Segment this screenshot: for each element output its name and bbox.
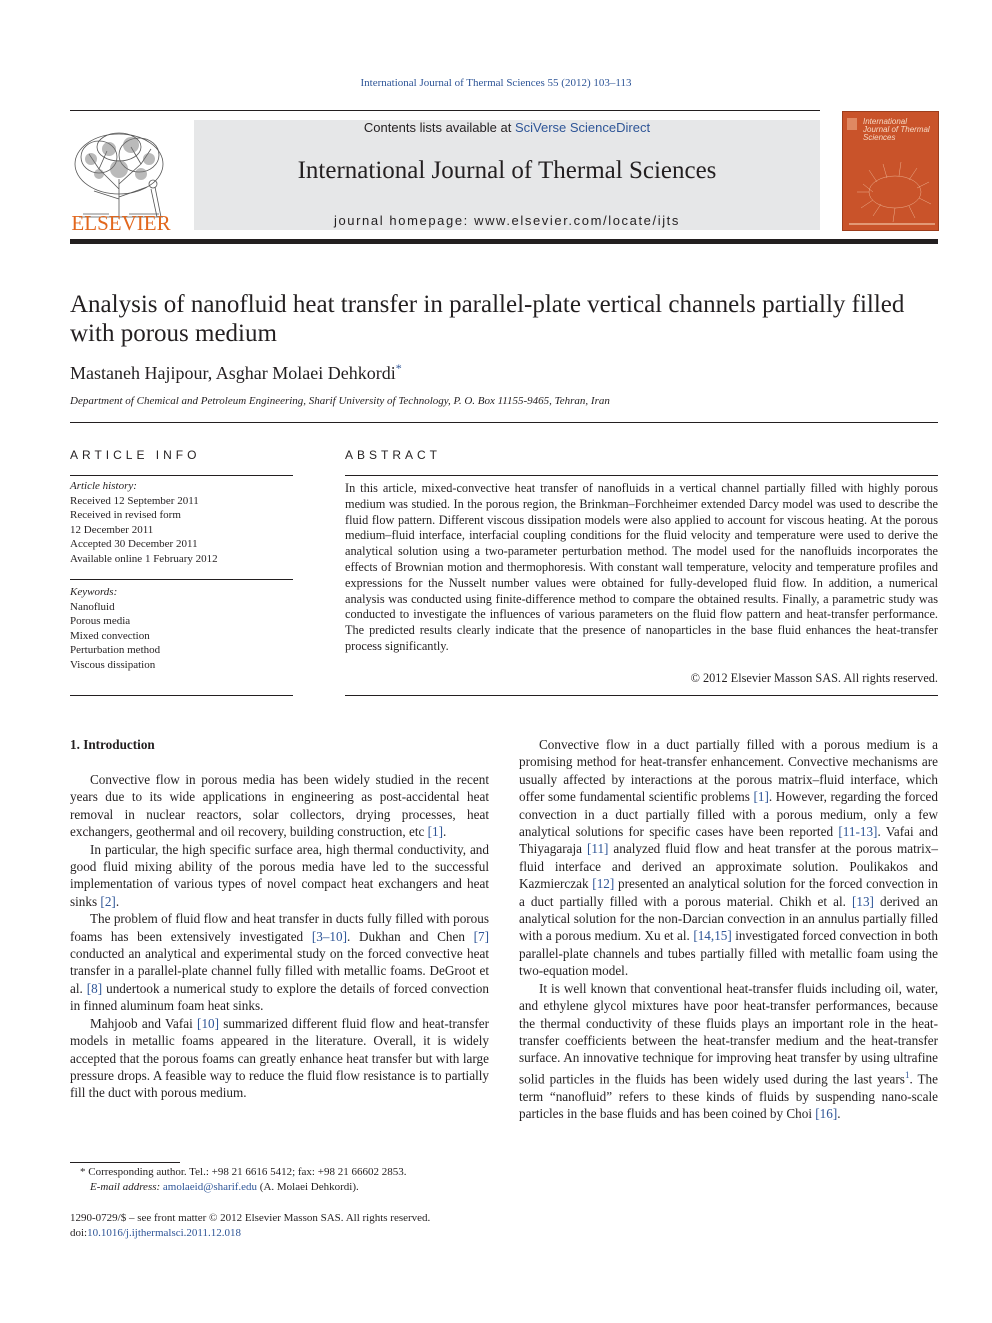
email-link[interactable]: amolaeid@sharif.edu [162, 1181, 258, 1193]
article-title: Analysis of nanofluid heat transfer in parallel-plate vertical channels partially filled with porous medium [70, 291, 905, 347]
keywords-rule [70, 579, 293, 580]
keywords-list [70, 585, 293, 672]
citation-link[interactable]: [14,15] [693, 928, 732, 944]
history-heading: Article history: [70, 480, 137, 492]
issn-block [70, 1211, 500, 1241]
article-authors [70, 363, 402, 384]
abstract-bottom-rule [345, 695, 938, 696]
text: . Dukhan and Chen [347, 928, 474, 944]
text: summarized different fluid flow and heat-transfer models in metallic foams appeared in the literature. Overall, it is widely accepted that the porous foams can greatly enhance heat transfer but with large pressure drops. A feasible way to reduce the fluid flow resistance is to partially fill the duct with porous medium. [70, 1015, 489, 1101]
citation-link[interactable]: [7] [473, 928, 489, 944]
affiliation-rule [70, 422, 938, 423]
keyword-item: Perturbation method [70, 644, 161, 656]
article-history [70, 479, 293, 566]
journal-cover [842, 111, 939, 231]
history-item: Available online 1 February 2012 [70, 552, 218, 565]
article-info-bottom-rule [70, 695, 293, 696]
email-label: E-mail address: [90, 1181, 163, 1193]
author-affiliation: Department of Chemical and Petroleum Engineering, Sharif University of Technology, P. O. Box 11155-9465, Tehran, Iran [70, 395, 610, 407]
email-line [70, 1180, 490, 1195]
text: . [115, 893, 120, 909]
keyword-item: Nanofluid [70, 600, 115, 613]
journal-title: International Journal of Thermal Sciences [297, 157, 717, 184]
corresponding-author-footnote [70, 1165, 490, 1195]
right-column [519, 736, 938, 1122]
footnote-rule [70, 1162, 180, 1163]
contents-prefix: Contents lists available at [363, 120, 515, 135]
citation-link[interactable]: [1] [753, 789, 769, 805]
keyword-item: Viscous dissipation [70, 658, 156, 671]
citation-link[interactable]: [11-13] [838, 824, 878, 840]
history-item: Accepted 30 December 2011 [70, 538, 198, 550]
keyword-item: Porous media [70, 615, 131, 627]
text: It is well known that conventional heat-transfer fluids including oil, water, and ethylene glycol mixtures have poor heat-transfer performances, because the thermal conductivity of these fluids plays an important role in the heat-transfer coefficients between the heat-transfer medium and the heat-transfer surface. An innovative technique for improving heat transfer by using ultrafine solid particles in the fluids has been widely used during the last years [519, 980, 938, 1087]
citation-link[interactable]: [13] [851, 893, 874, 909]
citation-link[interactable]: [12] [592, 876, 615, 892]
keywords-heading: Keywords: [70, 586, 118, 598]
text: . [443, 824, 447, 840]
text: undertook a numerical study to explore the details of forced convection in finned aluminum foam heat sinks. [70, 980, 489, 1014]
cover-title: International Journal of Thermal Sciences [863, 117, 930, 142]
text: conducted an analytical and experimental study on the forced convective heat transfer in a parallel-plate channel fully filled with metallic foams. DeGroot et al. [70, 946, 489, 996]
history-item: Received in revised form [70, 509, 181, 521]
journal-reference[interactable]: International Journal of Thermal Sciences 55 (2012) 103–113 [360, 77, 632, 89]
text: In particular, the high specific surface area, high thermal conductivity, and good fluid mixing ability of the porous media have led to the successful implementation of various types of novel compact heat exchangers and heat sinks [70, 841, 489, 909]
citation-link[interactable]: [16] [815, 1105, 838, 1121]
paragraph [519, 980, 938, 1123]
abstract-rule [345, 475, 938, 476]
citation-link[interactable]: [1] [427, 824, 444, 840]
sciencedirect-link[interactable]: SciVerse ScienceDirect [514, 120, 651, 135]
publisher-logo-text: ELSEVIER [71, 211, 171, 235]
doi-line [70, 1226, 500, 1241]
text: investigated forced convection in both parallel-plate channels and tubes partially filled with metallic foam using the two-equation model. [519, 928, 938, 979]
contents-line [194, 120, 820, 135]
paragraph [70, 841, 489, 911]
text: derived an analytical solution for the non-Darcian convection in an annulus partially filled with a porous medium. Xu et al. [519, 893, 938, 944]
abstract-heading: ABSTRACT [345, 448, 442, 462]
footnote-link[interactable]: 1 [904, 1069, 910, 1080]
footnote-mark: * [80, 1166, 86, 1178]
text: . The term “nanofluid” refers to these kinds of fluids by suspending nano-scale particles in the base fluids and has been coined by Choi [519, 1071, 938, 1121]
issn-line: 1290-0729/$ – see front matter © 2012 Elsevier Masson SAS. All rights reserved. [70, 1212, 431, 1224]
paragraph [70, 1015, 489, 1102]
paragraph [70, 771, 489, 841]
text: . Vafai and Thiyagaraja [519, 824, 938, 857]
article-info-rule [70, 475, 293, 476]
text: analyzed fluid flow and heat transfer at the porous matrix–fluid interface and derived an approximate solution. Poulikakos and Kazmierczak [519, 841, 938, 892]
citation-link[interactable]: [10] [197, 1015, 220, 1031]
contact-details: Corresponding author. Tel.: +98 21 6616 5412; fax: +98 21 66602 2853. [85, 1166, 407, 1178]
citation-link[interactable]: [8] [86, 980, 103, 996]
history-item: 12 December 2011 [70, 523, 154, 536]
citation-link[interactable]: [2] [100, 893, 116, 909]
text: . [837, 1105, 841, 1121]
doi-prefix: doi: [70, 1227, 88, 1239]
text: Mahjoob and Vafai [90, 1015, 198, 1031]
paragraph [519, 736, 938, 980]
author-names: Mastaneh Hajipour, Asghar Molaei Dehkordi [70, 363, 396, 383]
header-thick-rule [70, 239, 938, 244]
corresponding-author-mark[interactable]: * [395, 361, 402, 375]
introduction-heading: 1. Introduction [70, 737, 155, 752]
journal-homepage[interactable]: journal homepage: www.elsevier.com/locate/ijts [333, 213, 680, 228]
email-suffix: (A. Molaei Dehkordi). [257, 1181, 359, 1193]
text: presented an analytical solution for the forced convection in a duct partially filled with a porous material. Chikh et al. [519, 876, 938, 909]
text: The problem of fluid flow and heat transfer in ducts fully filled with porous foams has been extensively investigated [70, 911, 489, 944]
citation-link[interactable]: [11] [586, 841, 609, 857]
top-rule [70, 110, 820, 111]
article-info-heading: ARTICLE INFO [70, 448, 201, 462]
left-column [70, 771, 489, 1102]
text: Convective flow in a duct partially filled with a porous medium is a promising method for heat-transfer enhancement. Convective mechanisms are usually affected by interactions at the porous matrix–fluid interface, which offer some fundamental scientific problems [519, 737, 938, 805]
citation-link[interactable]: [3–10] [311, 928, 347, 944]
abstract-copyright: © 2012 Elsevier Masson SAS. All rights reserved. [690, 671, 938, 685]
paragraph [70, 910, 489, 1014]
text: Convective flow in porous media has been widely studied in the recent years due to its wide applications in engineering as post-accidental heat removal in nuclear reactors, solar collectors, drying processes, heat exchangers, geothermal and oil recovery, building construction, etc [70, 772, 489, 840]
history-item: Received 12 September 2011 [70, 494, 199, 507]
abstract-text: In this article, mixed-convective heat transfer of nanofluids in a vertical channel partially filled with highly porous medium was studied. In the porous region, the Brinkman–Forchheimer extended Darcy model was used to describe the fluid flow pattern. Different viscous dissipation models were also applied to account for viscous heating. At the porous medium–fluid interface, interfacial coupling conditions for the fluid velocity and temperature were used to derive the analytical solution using a two-parameter perturbation method. The model used for the nanofluids incorporates the effects of Brownian motion and thermophoresis. With constant wall temperature, velocity and temperature profiles and expressions for the Nusselt number values were obtained for fully-developed fluid flow. In addition, a numerical analysis was conducted using finite-difference method to compare the obtained results. Finally, a parametric study was conducted to investigate the influences of various parameters on the fluid flow pattern and heat-transfer performance. The predicted results clearly indicate that the presence of nanoparticles in the base fluid enhances the heat-transfer process significantly. [345, 481, 938, 653]
doi-link[interactable]: 10.1016/j.ijthermalsci.2011.12.018 [87, 1227, 242, 1239]
text: . However, regarding the forced convection in a duct partially filled with a porous medium, only a few analytical solutions for specific cases have been reported [519, 789, 938, 840]
keyword-item: Mixed convection [70, 629, 150, 642]
corresponding-line [70, 1165, 490, 1180]
